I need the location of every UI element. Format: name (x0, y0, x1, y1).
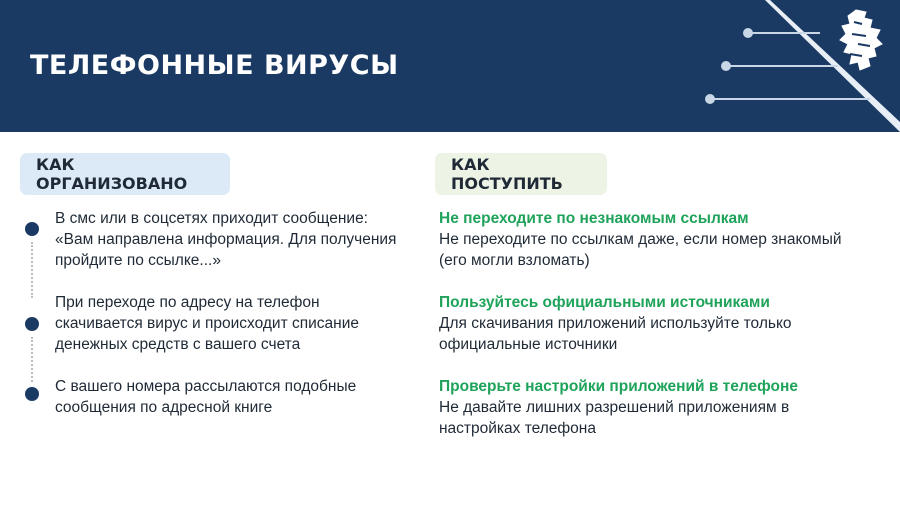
section-heading-what-to-do: КАК ПОСТУПИТЬ (435, 153, 607, 195)
list-item: С вашего номера рассылаются подобные сообщения по адресной книге (55, 378, 357, 416)
region-map-logo-icon (836, 8, 884, 72)
advice-text: Для скачивания приложений используйте только официальные источники (439, 315, 792, 353)
timeline (22, 212, 42, 412)
section-heading-how-organized: КАК ОРГАНИЗОВАНО (20, 153, 230, 195)
timeline-connector (31, 242, 33, 298)
list-item: В смс или в соцсетях приходит сообщение: «Вам направлена информация. Для получения пройдите по ссылке...» (55, 210, 397, 269)
advice-title: Пользуйтесь официальными источниками (439, 294, 770, 311)
page-title: ТЕЛЕФОННЫЕ ВИРУСЫ (30, 50, 399, 81)
advice-title: Проверьте настройки приложений в телефоне (439, 378, 798, 395)
advice-title: Не переходите по незнакомым ссылкам (439, 210, 749, 227)
timeline-dot (25, 387, 39, 401)
timeline-dot (25, 222, 39, 236)
header-banner (0, 0, 900, 132)
advice-text: Не давайте лишних разрешений приложениям в настройках телефона (439, 399, 790, 437)
timeline-dot (25, 317, 39, 331)
list-item: При переходе по адресу на телефон скачивается вирус и происходит списание денежных средств с вашего счета (55, 294, 359, 353)
advice-text: Не переходите по ссылкам даже, если номер знакомый (его могли взломать) (439, 231, 842, 269)
timeline-connector (31, 337, 33, 382)
